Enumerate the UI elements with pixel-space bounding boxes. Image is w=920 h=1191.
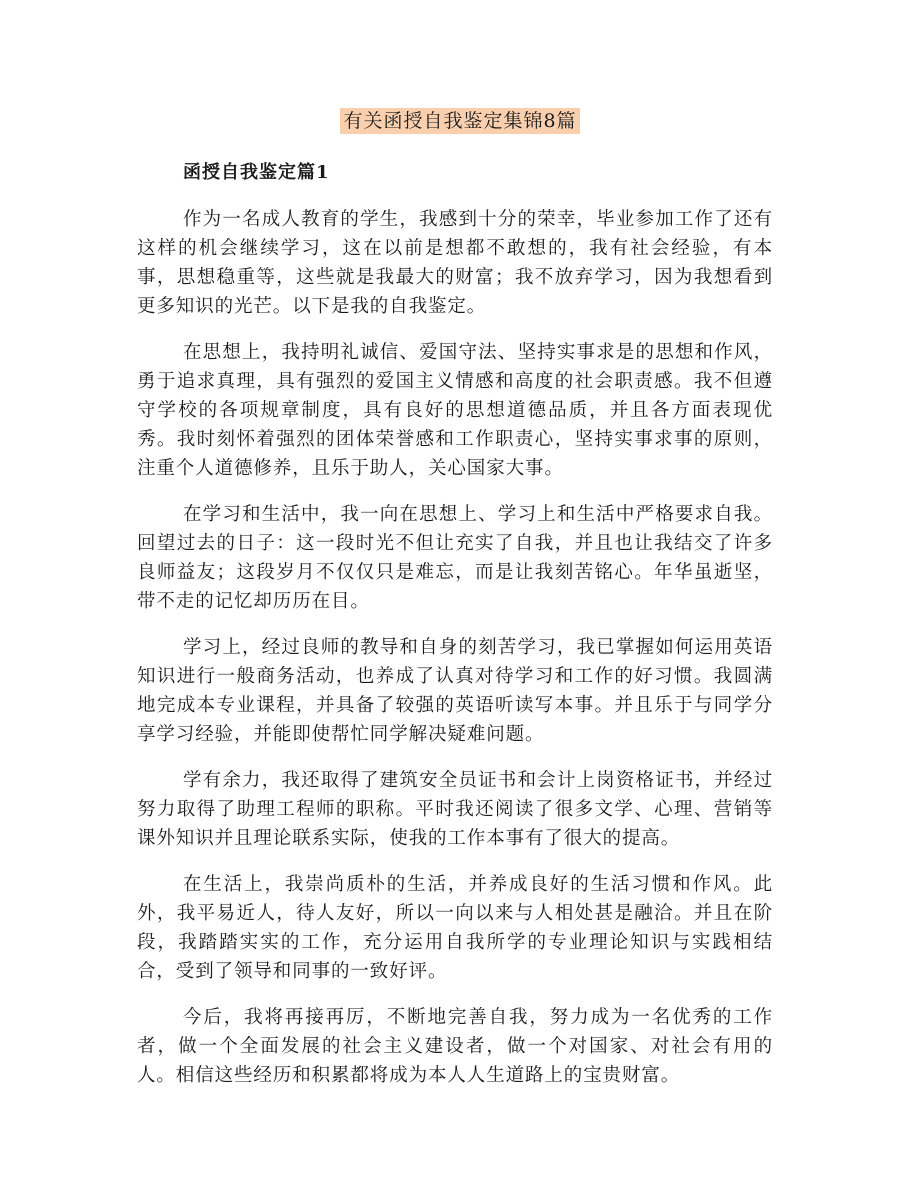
paragraph-3: 在学习和生活中，我一向在思想上、学习上和生活中严格要求自我。回望过去的日子：这一段时光不但让充实了自我，并且也让我结交了许多良师益友；这段岁月不仅仅只是难忘，而是让我刻苦铭心。年华虽逝坚，带不走的记忆却历历在目。 [137, 504, 773, 612]
paragraph-7: 今后，我将再接再厉，不断地完善自我，努力成为一名优秀的工作者，做一个全面发展的社会主义建设者，做一个对国家、对社会有用的人。相信这些经历和积累都将成为本人人生道路上的宝贵财富。 [137, 1007, 773, 1086]
document-title-container [0, 108, 920, 134]
paragraph-4: 学习上，经过良师的教导和自身的刻苦学习，我已掌握如何运用英语知识进行一般商务活动，也养成了认真对待学习和工作的好习惯。我圆满地完成本专业课程，并具备了较强的英语听读写本事。并且乐于与同学分享学习经验，并能即使帮忙同学解决疑难问题。 [137, 637, 773, 745]
paragraph-6: 在生活上，我崇尚质朴的生活，并养成良好的生活习惯和作风。此外，我平易近人，待人友好，所以一向以来与人相处甚是融洽。并且在阶段，我踏踏实实的工作，充分运用自我所学的专业理论知识与实践相结合，受到了领导和同事的一致好评。 [137, 874, 773, 982]
paragraph-1: 作为一名成人教育的学生，我感到十分的荣幸，毕业参加工作了还有这样的机会继续学习，这在以前是想都不敢想的，我有社会经验，有本事，思想稳重等，这些就是我最大的财富；我不放弃学习，因为我想看到更多知识的光芒。以下是我的自我鉴定。 [137, 209, 773, 317]
document-body [137, 205, 773, 1107]
paragraph-2: 在思想上，我持明礼诚信、爱国守法、坚持实事求是的思想和作风，勇于追求真理，具有强烈的爱国主义情感和高度的社会职责感。我不但遵守学校的各项规章制度，具有良好的思想道德品质，并且各方面表现优秀。我时刻怀着强烈的团体荣誉感和工作职责心，坚持实事求事的原则，注重个人道德修养，且乐于助人，关心国家大事。 [137, 342, 773, 479]
section-heading: 函授自我鉴定篇1 [183, 162, 330, 183]
document-title: 有关函授自我鉴定集锦8篇 [340, 108, 579, 134]
paragraph-5: 学有余力，我还取得了建筑安全员证书和会计上岗资格证书，并经过努力取得了助理工程师的职称。平时我还阅读了很多文学、心理、营销等课外知识并且理论联系实际，使我的工作本事有了很大的提高。 [137, 770, 773, 849]
